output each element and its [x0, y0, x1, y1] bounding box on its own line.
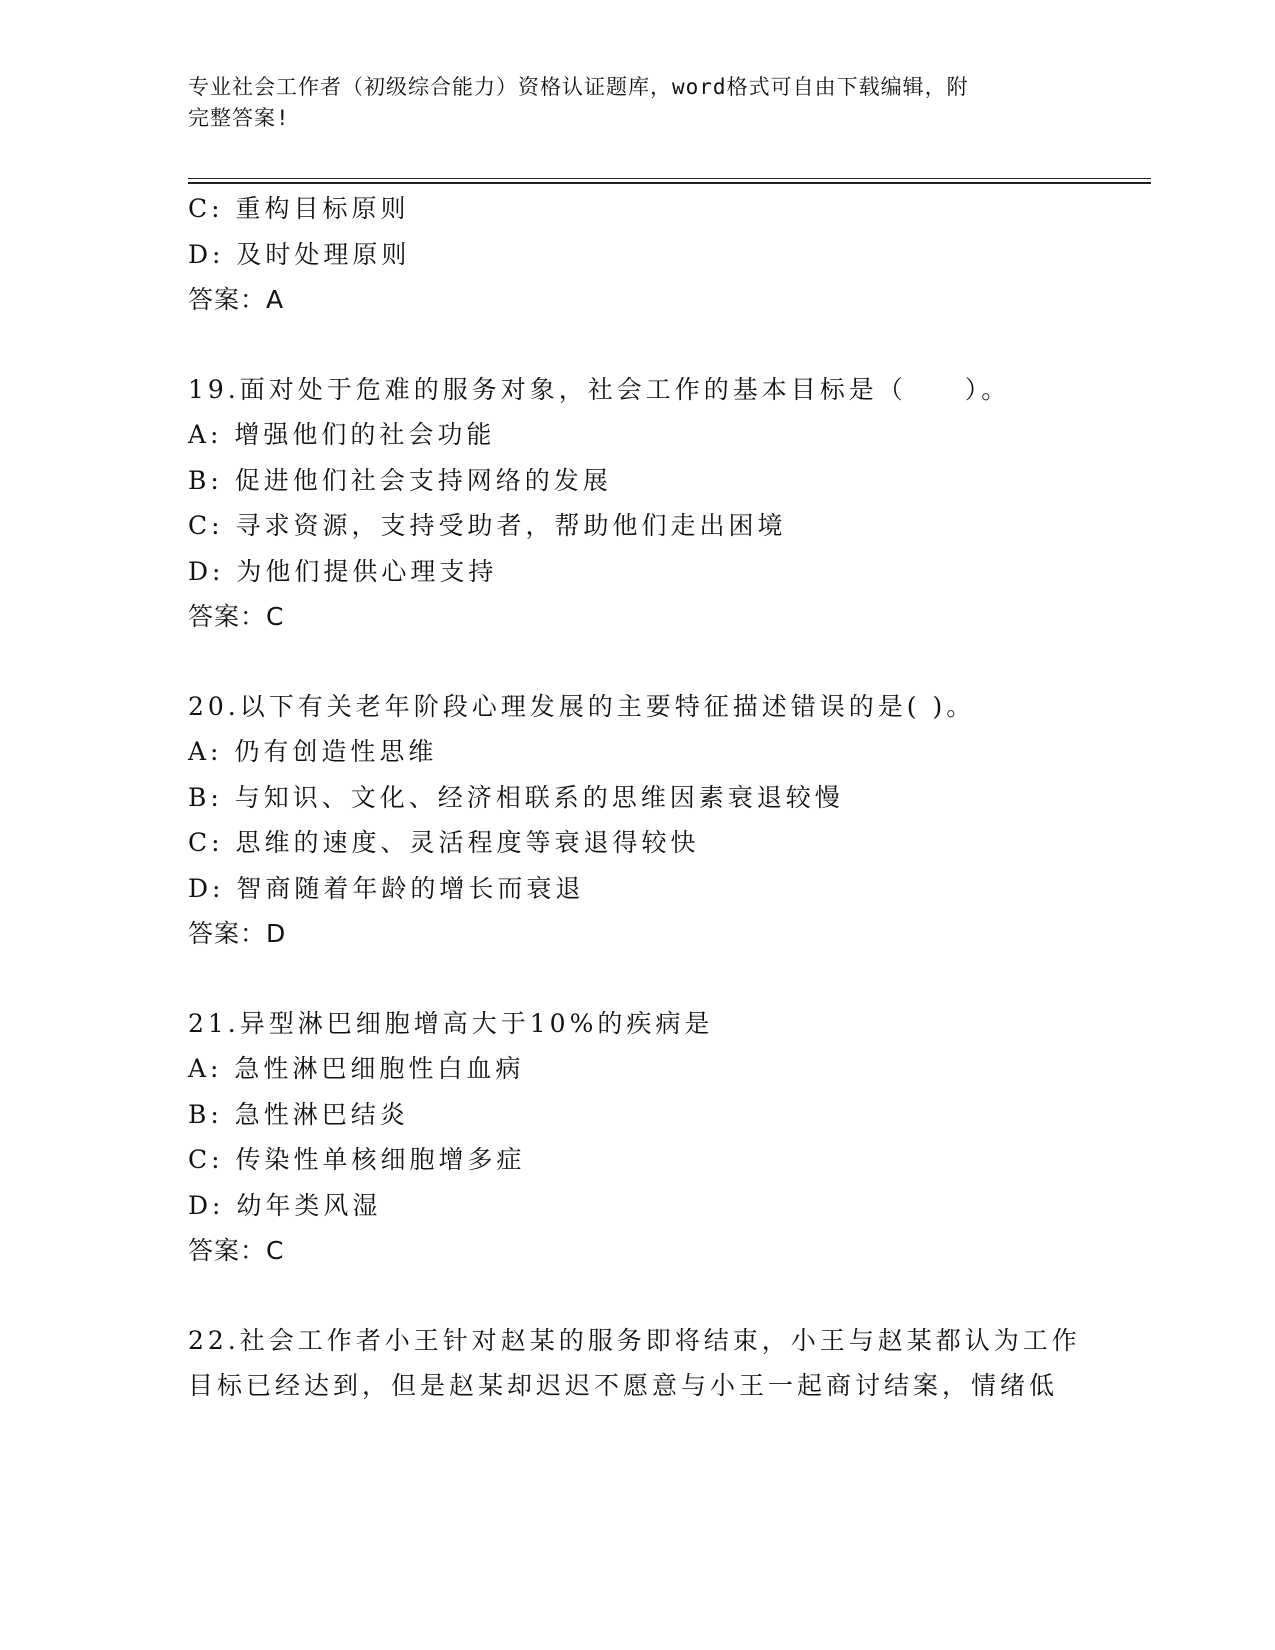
question-20 [188, 684, 1088, 957]
option-d: D: 为他们提供心理支持 [188, 556, 498, 586]
previous-question-block [188, 186, 1088, 323]
question-stem: 19.面对处于危难的服务对象，社会工作的基本目标是（ ）。 [188, 374, 1011, 404]
question-stem-line-2: 目标已经达到，但是赵某却迟迟不愿意与小王一起商讨结案，情绪低 [188, 1371, 1059, 1400]
option-a: A: 增强他们的社会功能 [188, 420, 496, 449]
header-line-2: 完整答案! [188, 106, 290, 130]
spacer [188, 323, 1088, 367]
option-c: C: 重构目标原则 [188, 194, 410, 223]
question-content [188, 186, 1088, 1409]
spacer [188, 640, 1088, 684]
option-c: C: 传染性单核细胞增多症 [188, 1145, 526, 1174]
question-19 [188, 367, 1088, 640]
option-c: C: 思维的速度、灵活程度等衰退得较快 [188, 828, 700, 857]
option-b: B: 急性淋巴结炎 [188, 1099, 409, 1129]
question-stem: 20.以下有关老年阶段心理发展的主要特征描述错误的是( )。 [188, 691, 976, 721]
option-b: B: 与知识、文化、经济相联系的思维因素衰退较慢 [188, 782, 844, 812]
question-stem: 21.异型淋巴细胞增高大于10%的疾病是 [188, 1008, 714, 1038]
answer-line: 答案：C [188, 1236, 285, 1265]
option-c: C: 寻求资源，支持受助者，帮助他们走出困境 [188, 511, 787, 540]
option-a: A: 仍有创造性思维 [188, 737, 438, 766]
question-22 [188, 1318, 1088, 1409]
question-stem-line-1: 22.社会工作者小王针对赵某的服务即将结束，小王与赵某都认为工作 [188, 1325, 1081, 1355]
answer-line: 答案：A [188, 285, 285, 314]
answer-line: 答案：D [188, 919, 287, 948]
option-d: D: 及时处理原则 [188, 239, 411, 269]
option-d: D: 幼年类风湿 [188, 1190, 382, 1220]
page-header [188, 72, 1068, 134]
spacer [188, 957, 1088, 1001]
spacer [188, 1274, 1088, 1318]
header-rule-thin [188, 178, 1151, 179]
answer-line: 答案：C [188, 602, 285, 631]
header-line-1: 专业社会工作者（初级综合能力）资格认证题库，word格式可自由下载编辑，附 [188, 75, 969, 99]
question-21 [188, 1001, 1088, 1274]
header-rule-thick [188, 182, 1151, 184]
option-d: D: 智商随着年龄的增长而衰退 [188, 873, 585, 903]
option-b: B: 促进他们社会支持网络的发展 [188, 465, 612, 495]
option-a: A: 急性淋巴细胞性白血病 [188, 1054, 525, 1083]
